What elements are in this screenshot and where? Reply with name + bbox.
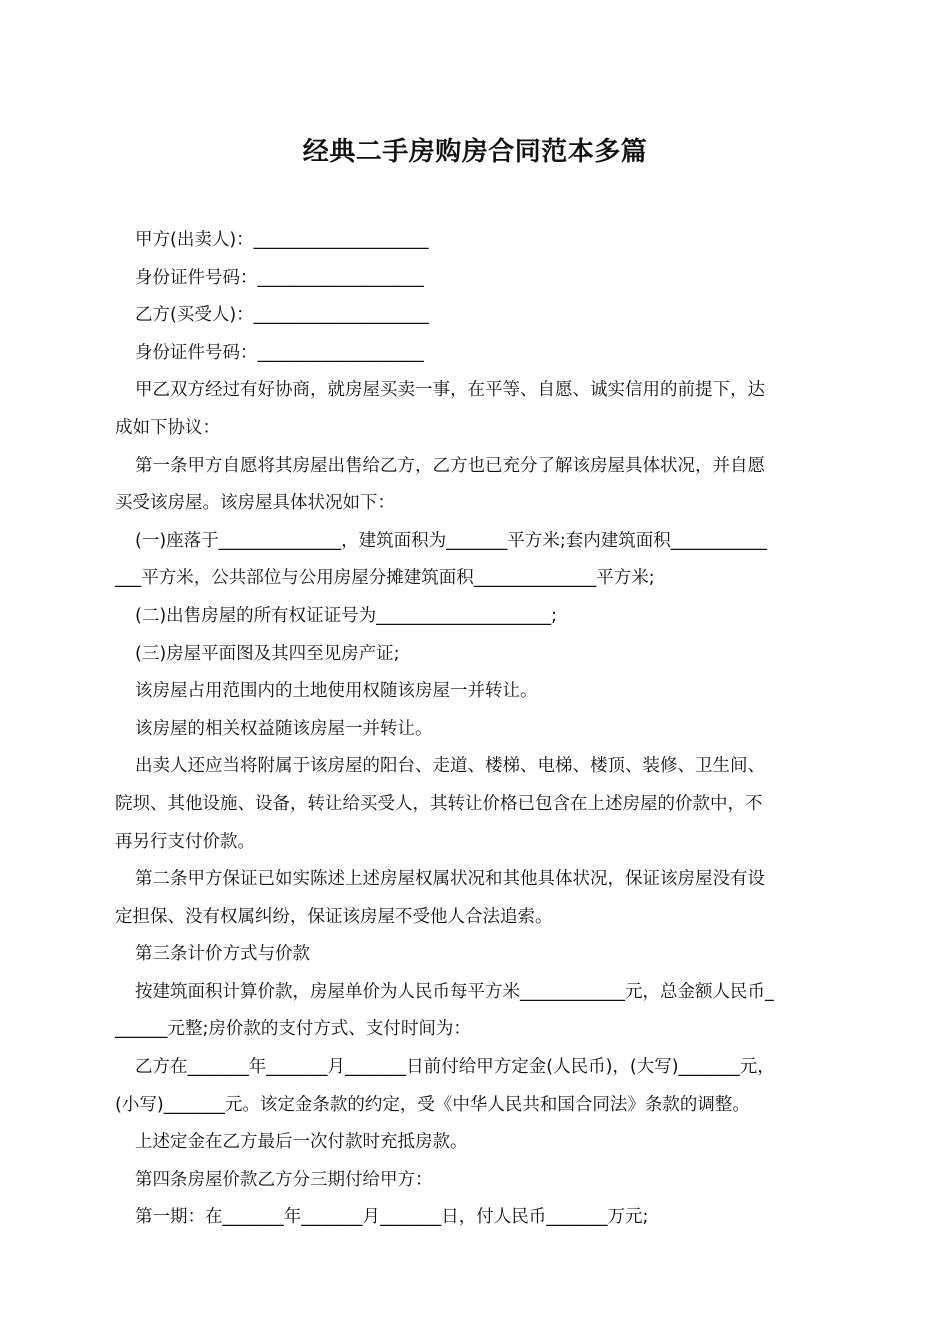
document-title: 经典二手房购房合同范本多篇 xyxy=(302,137,648,167)
text-line: 定担保、没有权属纠纷，保证该房屋不受他人合法追索。 xyxy=(115,906,553,927)
text-line: ______元整;房价款的支付方式、支付时间为： xyxy=(115,1019,471,1040)
text-line: (小写)_______元。该定金条款的约定，受《中华人民共和国合同法》条款的调整。 xyxy=(115,1094,750,1115)
text-line: 乙方(买受人)：____________________ xyxy=(135,305,429,326)
text-line: 第一条甲方自愿将其房屋出售给乙方，乙方也已充分了解该房屋具体状况，并自愿 xyxy=(135,455,765,476)
text-line: 出卖人还应当将附属于该房屋的阳台、走道、楼梯、电梯、楼顶、装修、卫生间、 xyxy=(135,756,765,777)
text-line: (三)房屋平面图及其四至见房产证; xyxy=(135,643,400,664)
text-line: (二)出售房屋的所有权证证号为____________________; xyxy=(135,605,558,626)
text-line: 第二条甲方保证已如实陈述上述房屋权属状况和其他具体状况，保证该房屋没有设 xyxy=(135,869,765,890)
text-line: 买受该房屋。该房屋具体状况如下： xyxy=(115,493,395,514)
text-line: 乙方在_______年_______月_______日前付给甲方定金(人民币)，(大写)_______元， xyxy=(135,1057,775,1078)
text-line: 身份证件号码：___________________ xyxy=(135,267,424,288)
text-line: (一)座落于______________，建筑面积为_______平方米;套内建筑面积___________ xyxy=(135,530,768,551)
text-line: ___平方米，公共部位与公用房屋分摊建筑面积______________平方米; xyxy=(115,568,655,589)
text-line: 第四条房屋价款乙方分三期付给甲方： xyxy=(135,1169,433,1190)
text-line: 上述定金在乙方最后一次付款时充抵房款。 xyxy=(135,1132,468,1153)
text-line: 按建筑面积计算价款，房屋单价为人民币每平方米____________元，总金额人民币_ xyxy=(135,981,774,1002)
text-line: 第一期：在_______年_______月_______日，付人民币_______万元; xyxy=(135,1207,649,1228)
text-line: 甲方(出卖人)：____________________ xyxy=(135,230,429,250)
text-line: 再另行支付价款。 xyxy=(115,831,255,852)
document-body xyxy=(115,222,837,1237)
text-line: 成如下协议： xyxy=(115,417,220,438)
text-line: 甲乙双方经过有好协商，就房屋买卖一事，在平等、自愿、诚实信用的前提下，达 xyxy=(135,380,765,401)
text-line: 院坝、其他设施、设备，转让给买受人，其转让价格已包含在上述房屋的价款中，不 xyxy=(115,793,763,814)
text-line: 身份证件号码：___________________ xyxy=(135,342,424,363)
text-line: 该房屋的相关权益随该房屋一并转让。 xyxy=(135,718,433,739)
text-line: 该房屋占用范围内的土地使用权随该房屋一并转让。 xyxy=(135,681,538,702)
text-line: 第三条计价方式与价款 xyxy=(135,944,310,965)
